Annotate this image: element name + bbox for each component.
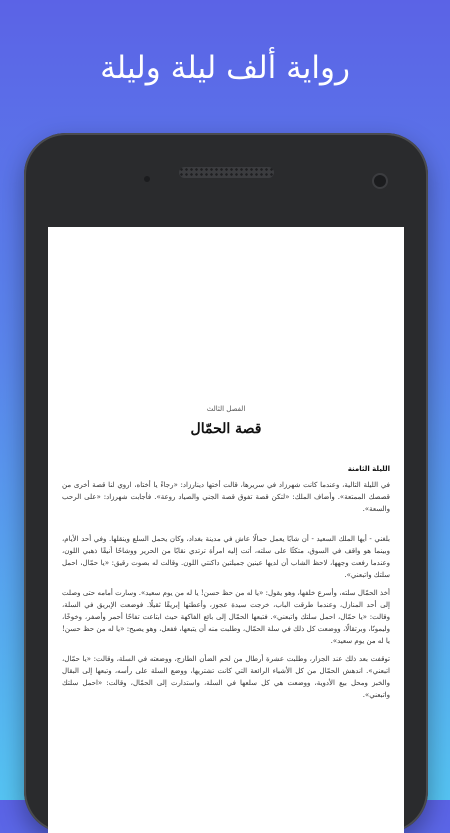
earpiece-speaker-icon <box>179 167 274 178</box>
paragraph: بلغني - أيها الملك السعيد - أن شابًا يعمل حمالًا عاش في مدينة بغداد، وكان يحمل السلع وينقلها. وفي أحد الأيام، وبينما هو واقف في السوق، متكئًا على سلته، أتت إليه امرأة ترتدي نقابًا من الحرير ووشاحًا أنيقًا ذهبي اللون، وعندما رفعت وجهها، لاحظ الشاب أن لديها عينين جميلتين داكنتي اللون. وقالت له بصوت رقيق: «يا حمّال، احمل سلتك واتبعني». <box>62 535 390 579</box>
paragraph: في الليلة التالية، وعندما كانت شهرزاد في سريرها، قالت أختها دينارزاد: «رجاءً يا أختاه، اروي لنا قصة أخرى من قصصك الممتعة». وأضاف الملك: «لتكن قصة تفوق قصة الجني والصياد روعة». فأجابت شهرزاد: «على الرحب والسعة». <box>62 481 390 513</box>
promo-title: رواية ألف ليلة وليلة <box>100 50 350 86</box>
chapter-title: قصة الحمّال <box>190 421 262 437</box>
phone-top-bezel <box>24 133 428 223</box>
phone-frame <box>24 133 428 833</box>
front-camera-icon <box>374 175 386 187</box>
book-page <box>48 405 404 701</box>
paragraph: توقفت بعد ذلك عند الجزار، وطلبت عشرة أرطال من لحم الضأن الطازج، ووضعته في السلة، وقالت: «يا حمّال، اتبعني». اندهش الحمّال من كل الأشياء الرائعة التي كانت تشتريها، ووضع السلة على رأسه، وتبعها إلى البقال والخبز ومحل بيع الأدوية، ووضعت هي كل سلعها في السلة، واستدارت إلى الحمّال، وقالت: «احمل سلتك واتبعني». <box>62 655 390 699</box>
chapter-label: الفصل الثالث <box>206 405 246 413</box>
paragraph: أخذ الحمّال سلته، وأسرع خلفها، وهو يقول: «يا له من حظ حسن! يا له من يوم سعيد». وسارت أمامه حتى وصلت إلى أحد المنازل، وعندما طرقت الباب، خرجت سيدة عجوز، وأعطتها إبريقًا ثقيلًا. فوضعت الإبريق في السلة، وقالت: «يا حمّال، احمل سلتك واتبعني». فتبعها الحمّال إلى بائع الفاكهة حيث ابتاعت تفاحًا أحمر وأصفر، وخوخًا، وليمونًا، وبرتقالًا، ووضعت كل ذلك في سلة الحمّال، وطلبت منه أن يتبعها، ففعل، وهو يصيح: «يا له من حظ حسن! يا له من يوم سعيد». <box>62 589 390 645</box>
proximity-sensor-icon <box>144 176 150 182</box>
reader-screen[interactable] <box>48 227 404 833</box>
night-heading: الليلة الثامنة <box>347 465 390 473</box>
